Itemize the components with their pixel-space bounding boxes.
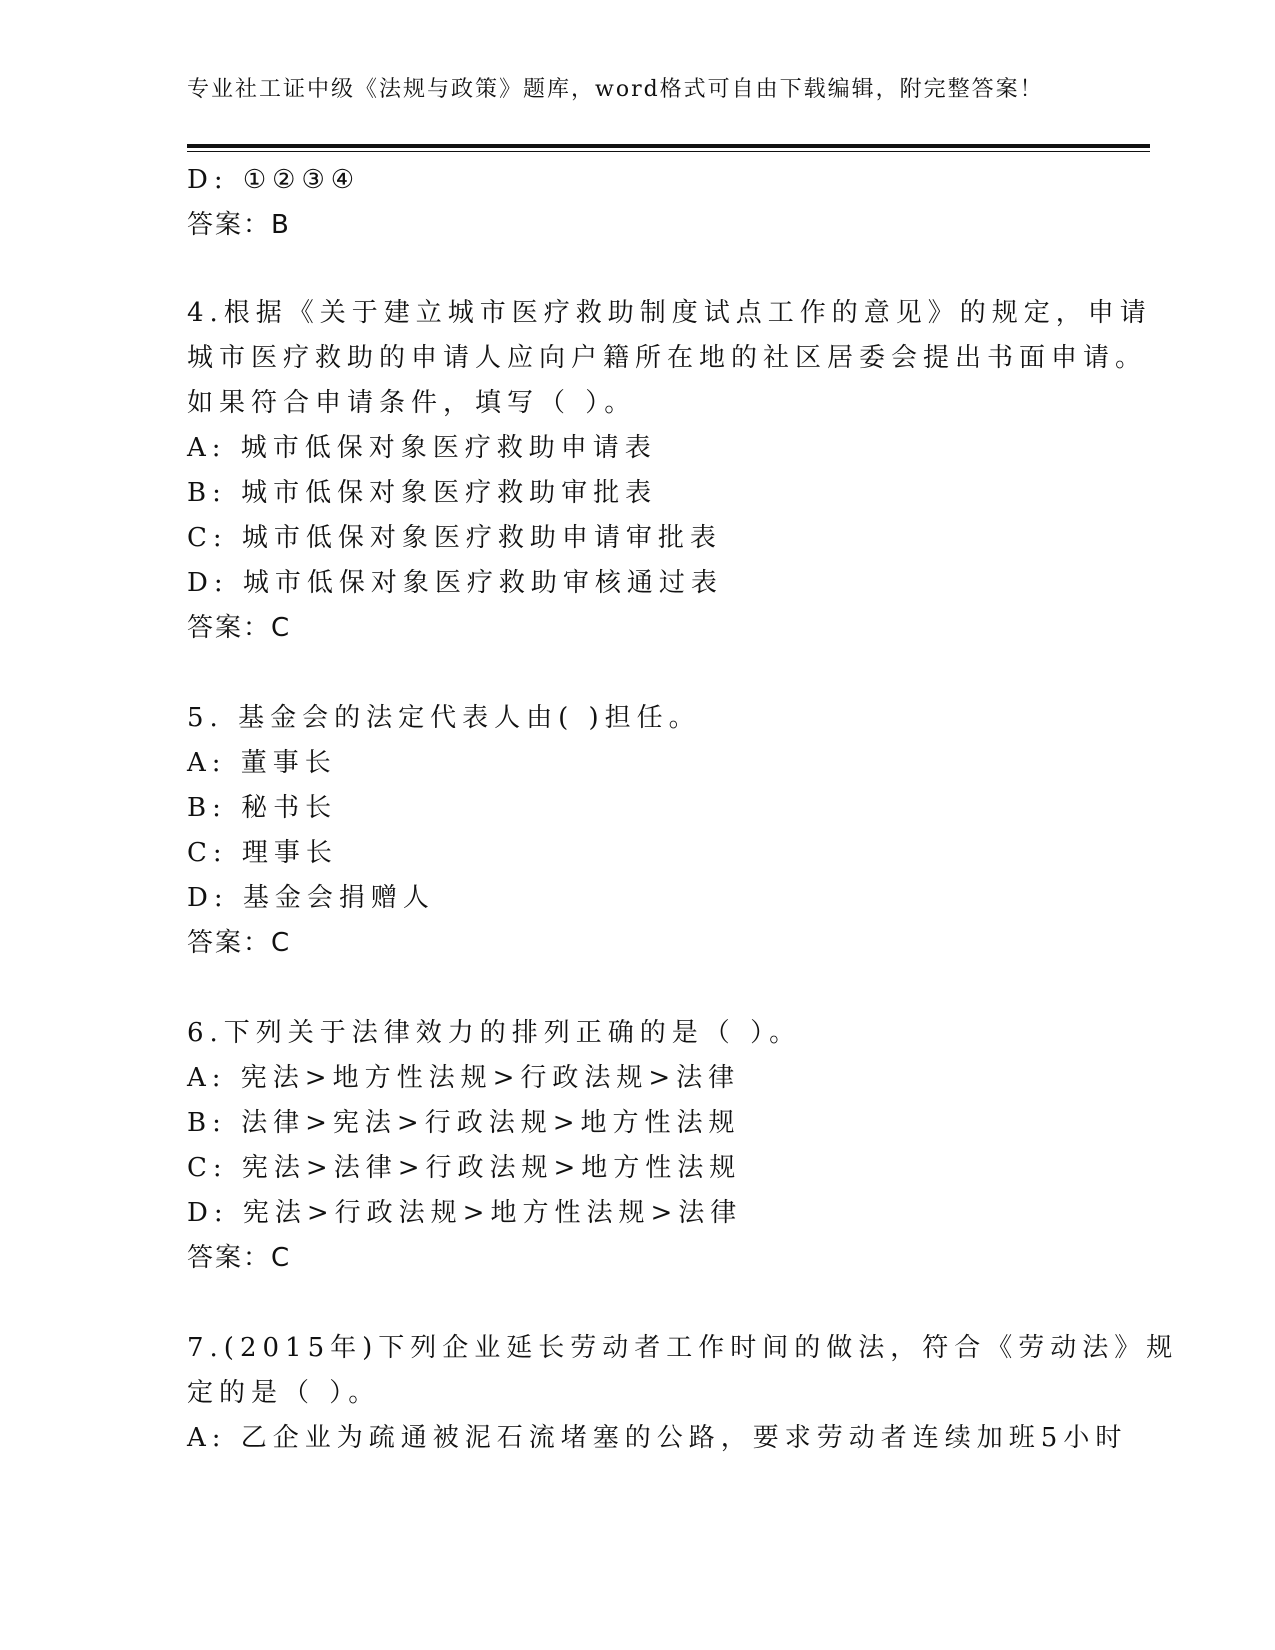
question-stem-line: 5. 基金会的法定代表人由( )担任。 <box>187 703 701 733</box>
spacer <box>187 651 1087 696</box>
question-stem-line: 城市医疗救助的申请人应向户籍所在地的社区居委会提出书面申请。 <box>187 343 1148 373</box>
question-stem-line: 定的是（ ）。 <box>187 1378 381 1408</box>
option-c: C: 理事长 <box>187 838 338 868</box>
option-d: D: 宪法>行政法规>地方性法规>法律 <box>187 1198 743 1228</box>
question-6 <box>187 1011 1087 1281</box>
question-4 <box>187 291 1152 651</box>
spacer <box>187 966 1087 1011</box>
option-d: D: ①②③④ <box>187 165 361 195</box>
question-stem-line: 6.下列关于法律效力的排列正确的是（ ）。 <box>187 1018 802 1048</box>
answer-line: 答案：B <box>187 210 291 240</box>
option-b: B: 城市低保对象医疗救助审批表 <box>187 478 658 508</box>
answer-line: 答案：C <box>187 613 292 643</box>
header-rule-thick <box>187 144 1150 148</box>
question-stem-line: 4.根据《关于建立城市医疗救助制度试点工作的意见》的规定，申请 <box>187 298 1152 328</box>
option-c: C: 宪法>法律>行政法规>地方性法规 <box>187 1153 742 1183</box>
option-d: D: 基金会捐赠人 <box>187 883 435 913</box>
header-rule-thin <box>187 151 1150 152</box>
option-c: C: 城市低保对象医疗救助申请审批表 <box>187 523 722 553</box>
question-5 <box>187 696 1087 966</box>
option-a: A: 宪法>地方性法规>行政法规>法律 <box>187 1063 741 1093</box>
spacer <box>187 248 1087 291</box>
question-content <box>187 158 1179 1461</box>
option-a: A: 乙企业为疏通被泥石流堵塞的公路，要求劳动者连续加班5小时 <box>187 1423 1128 1453</box>
answer-line: 答案：C <box>187 928 292 958</box>
option-a: A: 城市低保对象医疗救助申请表 <box>187 433 657 463</box>
option-d: D: 城市低保对象医疗救助审核通过表 <box>187 568 723 598</box>
option-a: A: 董事长 <box>187 748 337 778</box>
option-b: B: 法律>宪法>行政法规>地方性法规 <box>187 1108 741 1138</box>
answer-line: 答案：C <box>187 1243 292 1273</box>
spacer <box>187 1281 1087 1326</box>
page-header: 专业社工证中级《法规与政策》题库，word格式可自由下载编辑，附完整答案！ <box>187 77 1044 102</box>
question-stem-line: 7.(2015年)下列企业延长劳动者工作时间的做法，符合《劳动法》规 <box>187 1333 1179 1363</box>
question-stem-line: 如果符合申请条件，填写（ ）。 <box>187 388 637 418</box>
question-7 <box>187 1326 1179 1461</box>
option-b: B: 秘书长 <box>187 793 338 823</box>
